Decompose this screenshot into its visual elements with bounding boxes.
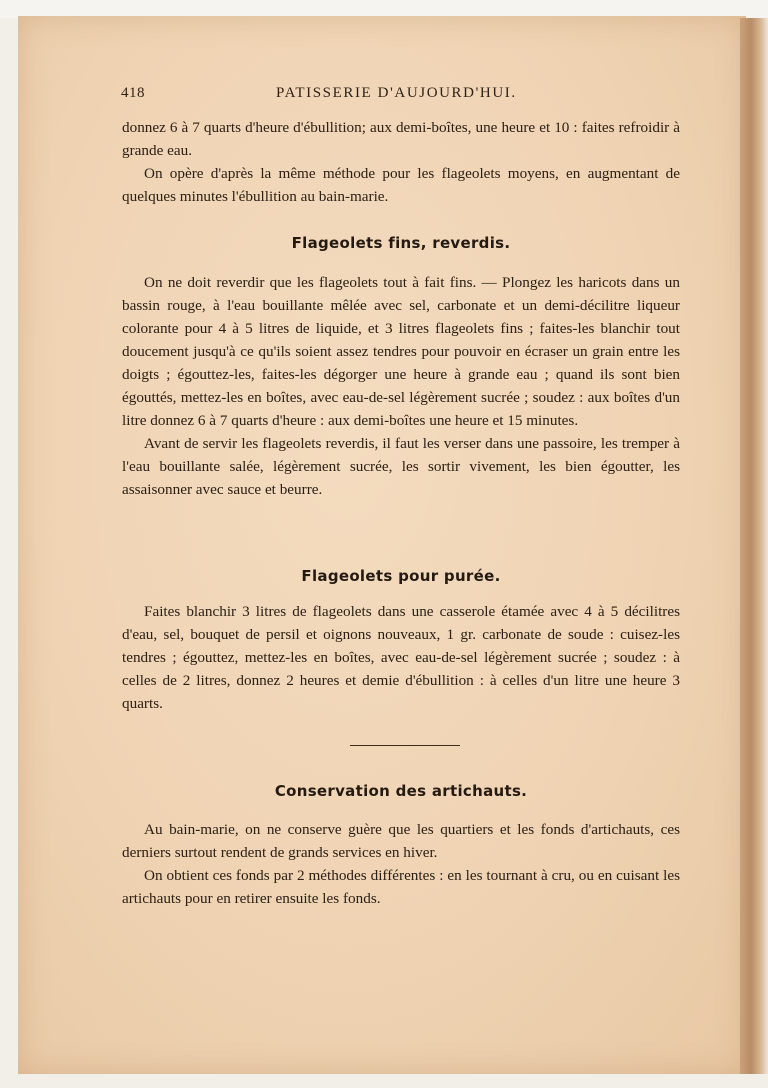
page-number: 418 xyxy=(121,85,145,101)
section-artichauts-text xyxy=(122,818,680,910)
section-flageolets-fins-text xyxy=(122,271,680,501)
section-divider-rule xyxy=(350,745,460,746)
page-header xyxy=(121,85,679,107)
intro-paragraph-1: donnez 6 à 7 quarts d'heure d'ébullition; aux demi-boîtes, une heure et 10 : faites refroidir à grande eau. xyxy=(122,119,680,159)
intro-text xyxy=(122,116,680,208)
flageolets-fins-paragraph-1: On ne doit reverdir que les flageolets tout à fait fins. — Plongez les haricots dans un bassin rouge, à l'eau bouillante mêlée avec sel, carbonate et un demi-décilitre liqueur colorante pour 4 à 5 litres de liquide, et 3 litres flageolets fins ; faites-les blanchir tout doucement jusqu'à ce qu'ils soient assez tendres pour pouvoir en écraser un grain entre les doigts ; égouttez-les, faites-les dégorger une heure à grande eau ; quand ils sont bien égouttés, mettez-les en boîtes, avec eau-de-sel légèrement sucrée ; soudez : aux boîtes d'un litre donnez 6 à 7 quarts d'heure : aux demi-boîtes une heure et 15 minutes. xyxy=(122,274,680,429)
page-edge xyxy=(740,18,768,1074)
artichauts-paragraph-2: On obtient ces fonds par 2 méthodes différentes : en les tournant à cru, ou en cuisant les artichauts pour en retirer ensuite les fonds. xyxy=(122,867,680,907)
flageolets-fins-paragraph-2: Avant de servir les flageolets reverdis, il faut les verser dans une passoire, les tremper à l'eau bouillante salée, légèrement sucrée, les sortir vivement, les bien égoutter, les assaisonner avec sauce et beurre. xyxy=(122,435,680,498)
intro-paragraph-2: On opère d'après la même méthode pour les flageolets moyens, en augmentant de quelques minutes l'ébullition au bain-marie. xyxy=(122,165,680,205)
section-heading-flageolets-puree: Flageolets pour purée. xyxy=(301,567,501,585)
section-heading-artichauts: Conservation des artichauts. xyxy=(274,782,528,800)
section-flageolets-puree-text xyxy=(122,600,680,715)
flageolets-puree-paragraph-1: Faites blanchir 3 litres de flageolets dans une casserole étamée avec 4 à 5 décilitres d'eau, sel, bouquet de persil et oignons nouveaux, 1 gr. carbonate de soude : cuisez-les tendres ; égouttez, mettez-les en boîtes, avec eau-de-sel légèrement sucrée ; soudez : à celles de 2 litres, donnez 2 heures et demie d'ébullition : à celles d'un litre une heure 3 quarts. xyxy=(122,603,680,712)
running-title: PATISSERIE D'AUJOURD'HUI. xyxy=(276,85,517,101)
artichauts-paragraph-1: Au bain-marie, on ne conserve guère que les quartiers et les fonds d'artichauts, ces derniers surtout rendent de grands services en hiver. xyxy=(122,821,680,861)
section-heading-flageolets-fins: Flageolets fins, reverdis. xyxy=(291,234,511,252)
